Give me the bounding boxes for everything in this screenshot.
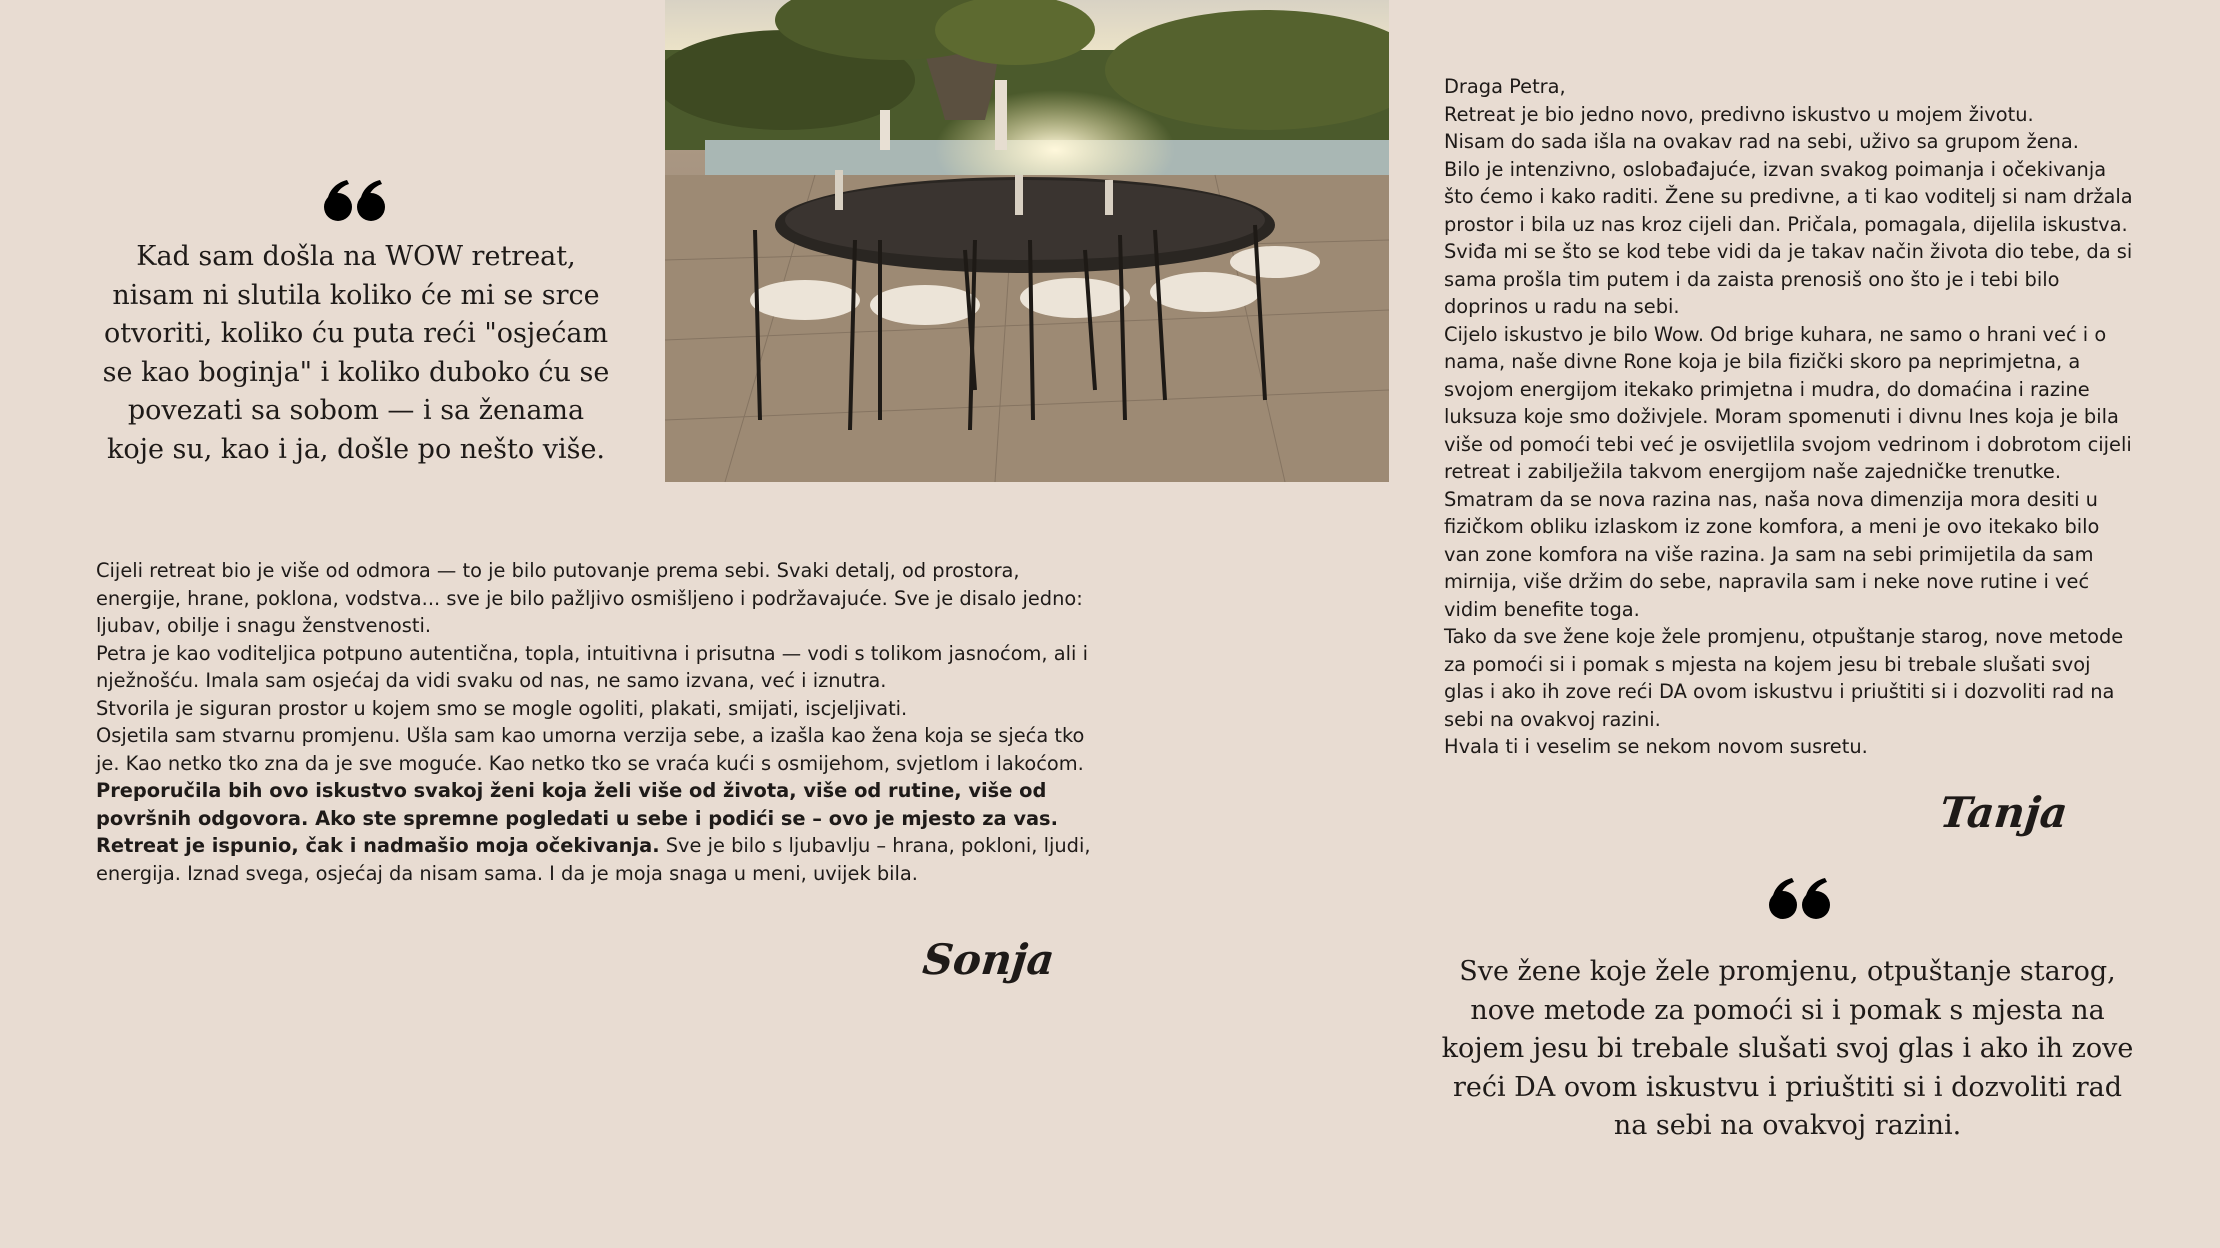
right-paragraph: Cijelo iskustvo je bilo Wow. Od brige kuhara, ne samo o hrani već i o nama, naše divne Rone koja je bila fizički skoro pa neprimjetna, a svojom energijom itekako primjetna i mudra, do domaćina i razine luksuza koje smo doživjele. Moram spomenuti i divnu Ines koja je bila više od pomoći tebi već je osvijetlila svojom vedrinom i dobrotom cijeli retreat i zabilježila takvom energijom naše zajedničke trenutke. <box>1444 322 2132 483</box>
quote-open-icon-glyph <box>1768 878 1832 920</box>
left-testimonial-body <box>96 557 1096 887</box>
right-paragraph: Smatram da se nova razina nas, naša nova dimenzija mora desiti u fizičkom obliku izlaskom iz zone komfora, a meni je ovo itekako bilo van zone komfora na više razina. Ja sam na sebi primijetila da sam mirnija, više držim do sebe, napravila sam i neke nove rutine i već vidim benefite toga. <box>1444 487 2100 621</box>
retreat-dining-table-photo <box>665 0 1389 482</box>
left-paragraph: Petra je kao voditeljica potpuno autentična, topla, intuitivna i prisutna — vodi s tolikom jasnoćom, ali i nježnošću. Imala sam osjećaj da vidi svaku od nas, ne samo izvana, već i iznutra. <box>96 641 1088 692</box>
left-paragraph: Osjetila sam stvarnu promjenu. Ušla sam kao umorna verzija sebe, a izašla kao žena koja se sjeća tko je. Kao netko tko zna da je sve moguće. Kao netko tko se vraća kući s osmijehom, svjetlom i lakoćom. <box>96 724 1085 775</box>
left-pull-quote: Kad sam došla na WOW retreat, nisam ni slutila koliko će mi se srce otvoriti, koliko ću puta reći "osjećam se kao boginja" i koliko duboko ću se povezati sa sobom — i sa ženama koje su, kao i ja, došle po nešto više. <box>102 241 610 465</box>
right-testimonial-body <box>1444 73 2134 761</box>
left-paragraph: Stvorila je siguran prostor u kojem smo se mogle ogoliti, plakati, smijati, iscjeljivati. <box>96 696 908 720</box>
left-paragraph: Cijeli retreat bio je više od odmora — to je bilo putovanje prema sebi. Svaki detalj, od prostora, energije, hrane, poklona, vodstva... sve je bilo pažljivo osmišljeno i podržavajuće. Sve je disalo jedno: ljubav, obilje i snagu ženstvenosti. <box>96 559 1083 637</box>
right-paragraph: Hvala ti i veselim se nekom novom susretu. <box>1444 735 1868 758</box>
left-paragraph-recommendation <box>96 777 1096 887</box>
left-paragraph-bold: Preporučila bih ovo iskustvo svakoj ženi koja želi više od života, više od rutine, više od površnih odgovora. Ako ste spremne pogledati u sebe i podići se – ovo je mjesto za vas. Retreat je ispunio, čak i nadmašio moja očekivanja. <box>96 779 1058 857</box>
right-pull-quote: Sve žene koje žele promjenu, otpuštanje starog, nove metode za pomoći si i pomak s mjesta na kojem jesu bi trebale slušati svoj glas i ako ih zove reći DA ovom iskustvu i priuštiti si i dozvoliti rad na sebi na ovakvoj razini. <box>1441 956 2134 1141</box>
quote-open-icon <box>1768 878 1832 920</box>
right-paragraph: Tako da sve žene koje žele promjenu, otpuštanje starog, nove metode za pomoći si i pomak s mjesta na kojem jesu bi trebale slušati svoj glas i ako ih zove reći DA ovom iskustvu i priuštiti si i dozvoliti rad na sebi na ovakvoj razini. <box>1444 625 2124 731</box>
quote-open-icon <box>323 180 387 222</box>
right-paragraph: Draga Petra, <box>1444 75 1566 98</box>
right-paragraph: Bilo je intenzivno, oslobađajuće, izvan svakog poimanja i očekivanja što ćemo i kako raditi. Žene su predivne, a ti kao voditelj si nam držala prostor i bila uz nas kroz cijeli dan. Pričala, pomagala, dijelila iskustva. Sviđa mi se što se kod tebe vidi da je takav način života dio tebe, da si sama prošla tim putem i da zaista prenosiš ono što je i tebi bilo doprinos u radu na sebi. <box>1444 157 2133 318</box>
right-paragraph: Retreat je bio jedno novo, predivno iskustvo u mojem životu. <box>1444 102 2034 126</box>
signature-sonja: Sonja <box>920 935 1057 984</box>
signature-tanja: Tanja <box>1937 788 2070 837</box>
right-paragraph: Nisam do sada išla na ovakav rad na sebi, uživo sa grupom žena. <box>1444 130 2079 153</box>
quote-open-icon-glyph <box>323 180 387 222</box>
left-paragraph-rest: Sve je bilo s ljubavlju – hrana, pokloni, ljudi, energija. Iznad svega, osjećaj da nisam sama. I da je moja snaga u meni, uvijek bila. <box>96 834 1091 885</box>
